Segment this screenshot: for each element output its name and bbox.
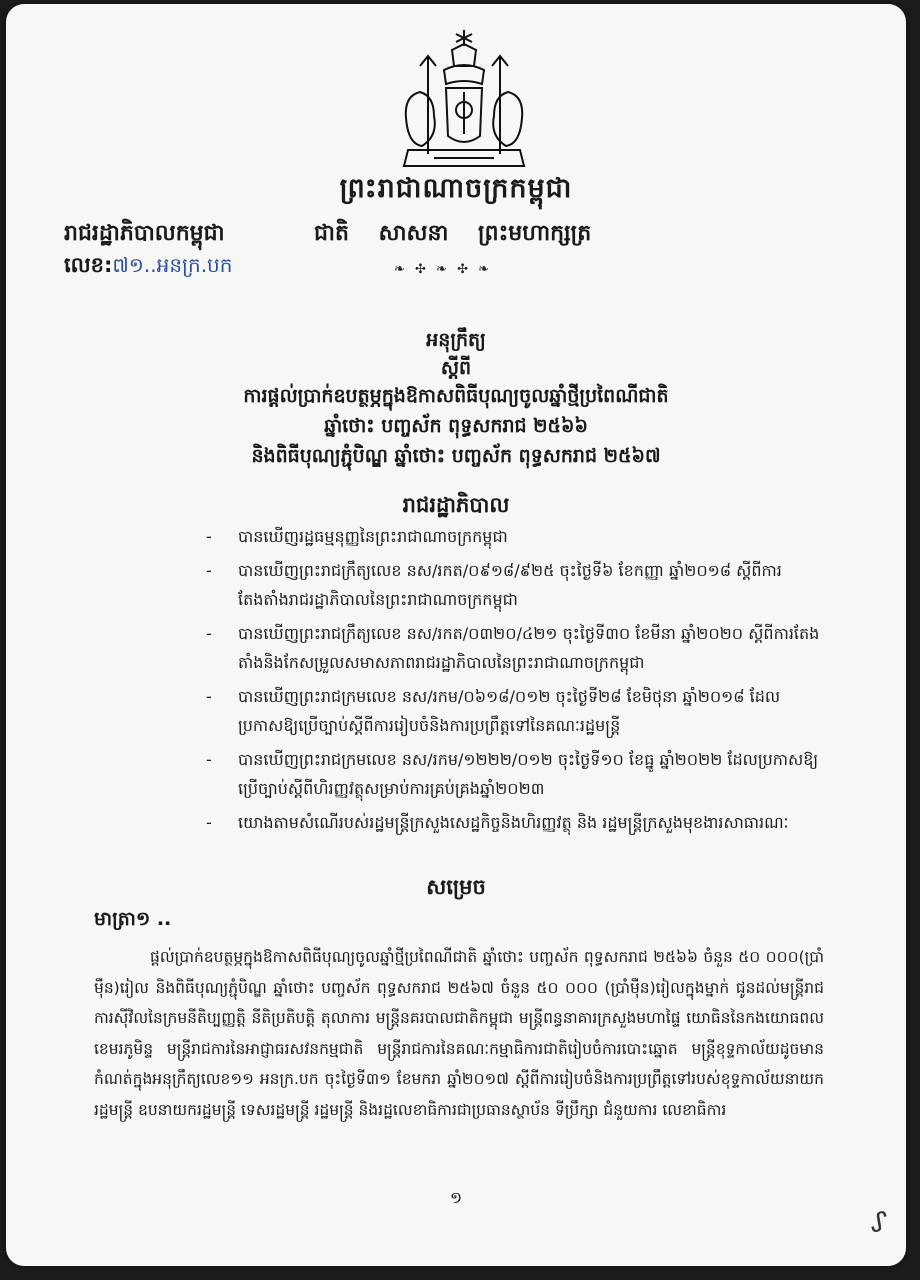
list-item: - បានឃើញព្រះរាជក្រឹត្យលេខ នស/រកត/០៣២០/៤២១ ចុះថ្ងៃទី៣០ ខែមីនា ឆ្នាំ២០២០ ស្តីពីការតែងតាំងនិងកែសម្រួលសមាសភាពរាជរដ្ឋាភិបាលនៃព្រះរាជាណាចក្រកម្ពុជា bbox=[204, 619, 824, 677]
reference-number bbox=[64, 252, 232, 283]
royal-coat-of-arms-icon bbox=[394, 26, 534, 176]
list-item: - យោងតាមសំណើរបស់រដ្ឋមន្ត្រីក្រសួងសេដ្ឋកិច្ចនិងហិរញ្ញវត្ថុ និង រដ្ឋមន្ត្រីក្រសួងមុខងារសាធារណៈ bbox=[204, 808, 824, 837]
ornament-divider: ❧ ✣ ❧ ✣ ❧ bbox=[394, 262, 492, 277]
national-motto: ជាតិ សាសនា ព្រះមហាក្សត្រ bbox=[314, 221, 592, 246]
list-item: - បានឃើញព្រះរាជក្រឹត្យលេខ នស/រកត/០៩១៨/៩២៥ ចុះថ្ងៃទី៦ ខែកញ្ញា ឆ្នាំ២០១៨ ស្តីពីការតែងតាំងរាជរដ្ឋាភិបាលនៃព្រះរាជាណាចក្រកម្ពុជា bbox=[204, 556, 824, 614]
title-line-2: ឆ្នាំថោះ បញ្ចស័ក ពុទ្ធសករាជ ២៥៦៦ bbox=[324, 415, 588, 437]
document-type: អនុក្រឹត្យ bbox=[426, 329, 486, 351]
list-item: - បានឃើញព្រះរាជក្រមលេខ នស/រកម/០៦១៨/០១២ ចុះថ្ងៃទី២៨ ខែមិថុនា ឆ្នាំ២០១៨ ដែលប្រកាសឱ្យប្រើច្បាប់ស្តីពីការរៀបចំនិងការប្រព្រឹត្តទៅនៃគណៈរដ្ឋមន្ត្រី bbox=[204, 682, 824, 740]
article-body bbox=[94, 942, 824, 1125]
issuer-heading: រាជរដ្ឋាភិបាល bbox=[402, 493, 510, 517]
page-number: ១ bbox=[449, 1188, 463, 1207]
about-label: ស្តីពី bbox=[440, 357, 472, 379]
reference-value: ៧១..អនក្រ.បក bbox=[112, 253, 233, 277]
article-text: ផ្តល់ប្រាក់ឧបត្ថម្ភក្នុងឱកាសពិធីបុណ្យចូលឆ្នាំថ្មីប្រពៃណីជាតិ ឆ្នាំថោះ បញ្ចស័ក ពុទ្ធសករាជ ២៥៦៦ ចំនួន ៥០ ០០០(ប្រាំម៉ឺន)រៀល និងពិធីបុណ្យភ្ជុំបិណ្ឌ ឆ្នាំថោះ បញ្ចស័ក ពុទ្ធសករាជ ២៥៦៧ ចំនួន ៥០ ០០០ (ប្រាំម៉ឺន)រៀលក្នុងម្នាក់ ជូនដល់មន្ត្រីរាជការស៊ីវិលនៃក្រមនីតិប្បញ្ញត្តិ នីតិប្រតិបត្តិ តុលាការ មន្ត្រីនគរបាលជាតិកម្ពុជា មន្ត្រីពន្ធនាគារក្រសួងមហាផ្ទៃ យោធិននៃកងយោធពលខេមរភូមិន្ទ មន្ត្រីរាជការនៃអាជ្ញាធរសវនកម្មជាតិ មន្ត្រីរាជការនៃគណៈកម្មាធិការជាតិរៀបចំការបោះឆ្នោត មន្ត្រីខុទ្ទកាល័យដូចមានកំណត់ក្នុងអនុក្រឹត្យលេខ១១ អនក្រ.បក ចុះថ្ងៃទី៣១ ខែមករា ឆ្នាំ២០១៧ ស្តីពីការរៀបចំនិងការប្រព្រឹត្តទៅរបស់ខុទ្ទកាល័យនាយករដ្ឋមន្ត្រី ឧបនាយករដ្ឋមន្ត្រី ទេសរដ្ឋមន្ត្រី រដ្ឋមន្ត្រី និងរដ្ឋលេខាធិការជាប្រធានស្ថាប័ន ទីប្រឹក្សា ជំនួយការ លេខាធិការ bbox=[94, 948, 824, 1119]
list-item: - បានឃើញព្រះរាជក្រមលេខ នស/រកម/១២២២/០១២ ចុះថ្ងៃទី១០ ខែធ្នូ ឆ្នាំ២០២២ ដែលប្រកាសឱ្យប្រើច្បាប់ស្តីពីហិរញ្ញវត្ថុសម្រាប់ការគ្រប់គ្រងឆ្នាំ២០២៣ bbox=[204, 745, 824, 803]
article-heading: មាត្រា១ .. bbox=[94, 908, 172, 930]
reference-label: លេខ: bbox=[64, 253, 113, 277]
decision-heading: សម្រេច bbox=[426, 875, 486, 899]
title-line-3: និងពិធីបុណ្យភ្ជុំបិណ្ឌ ឆ្នាំថោះ បញ្ចស័ក ពុទ្ធសករាជ ២៥៦៧ bbox=[251, 445, 661, 467]
considerations-list bbox=[204, 522, 824, 842]
kingdom-heading: ព្រះរាជាណាចក្រកម្ពុជា bbox=[339, 173, 573, 204]
document-page bbox=[6, 4, 906, 1266]
title-line-1: ការផ្តល់ប្រាក់ឧបត្ថម្ភក្នុងឱកាសពិធីបុណ្យចូលឆ្នាំថ្មីប្រពៃណីជាតិ bbox=[243, 385, 669, 407]
list-item: - បានឃើញរដ្ឋធម្មនុញ្ញនៃព្រះរាជាណាចក្រកម្ពុជា bbox=[204, 522, 824, 551]
initials-signature-icon: ᔑ bbox=[867, 1206, 891, 1240]
government-name: រាជរដ្ឋាភិបាលកម្ពុជា bbox=[64, 221, 225, 246]
